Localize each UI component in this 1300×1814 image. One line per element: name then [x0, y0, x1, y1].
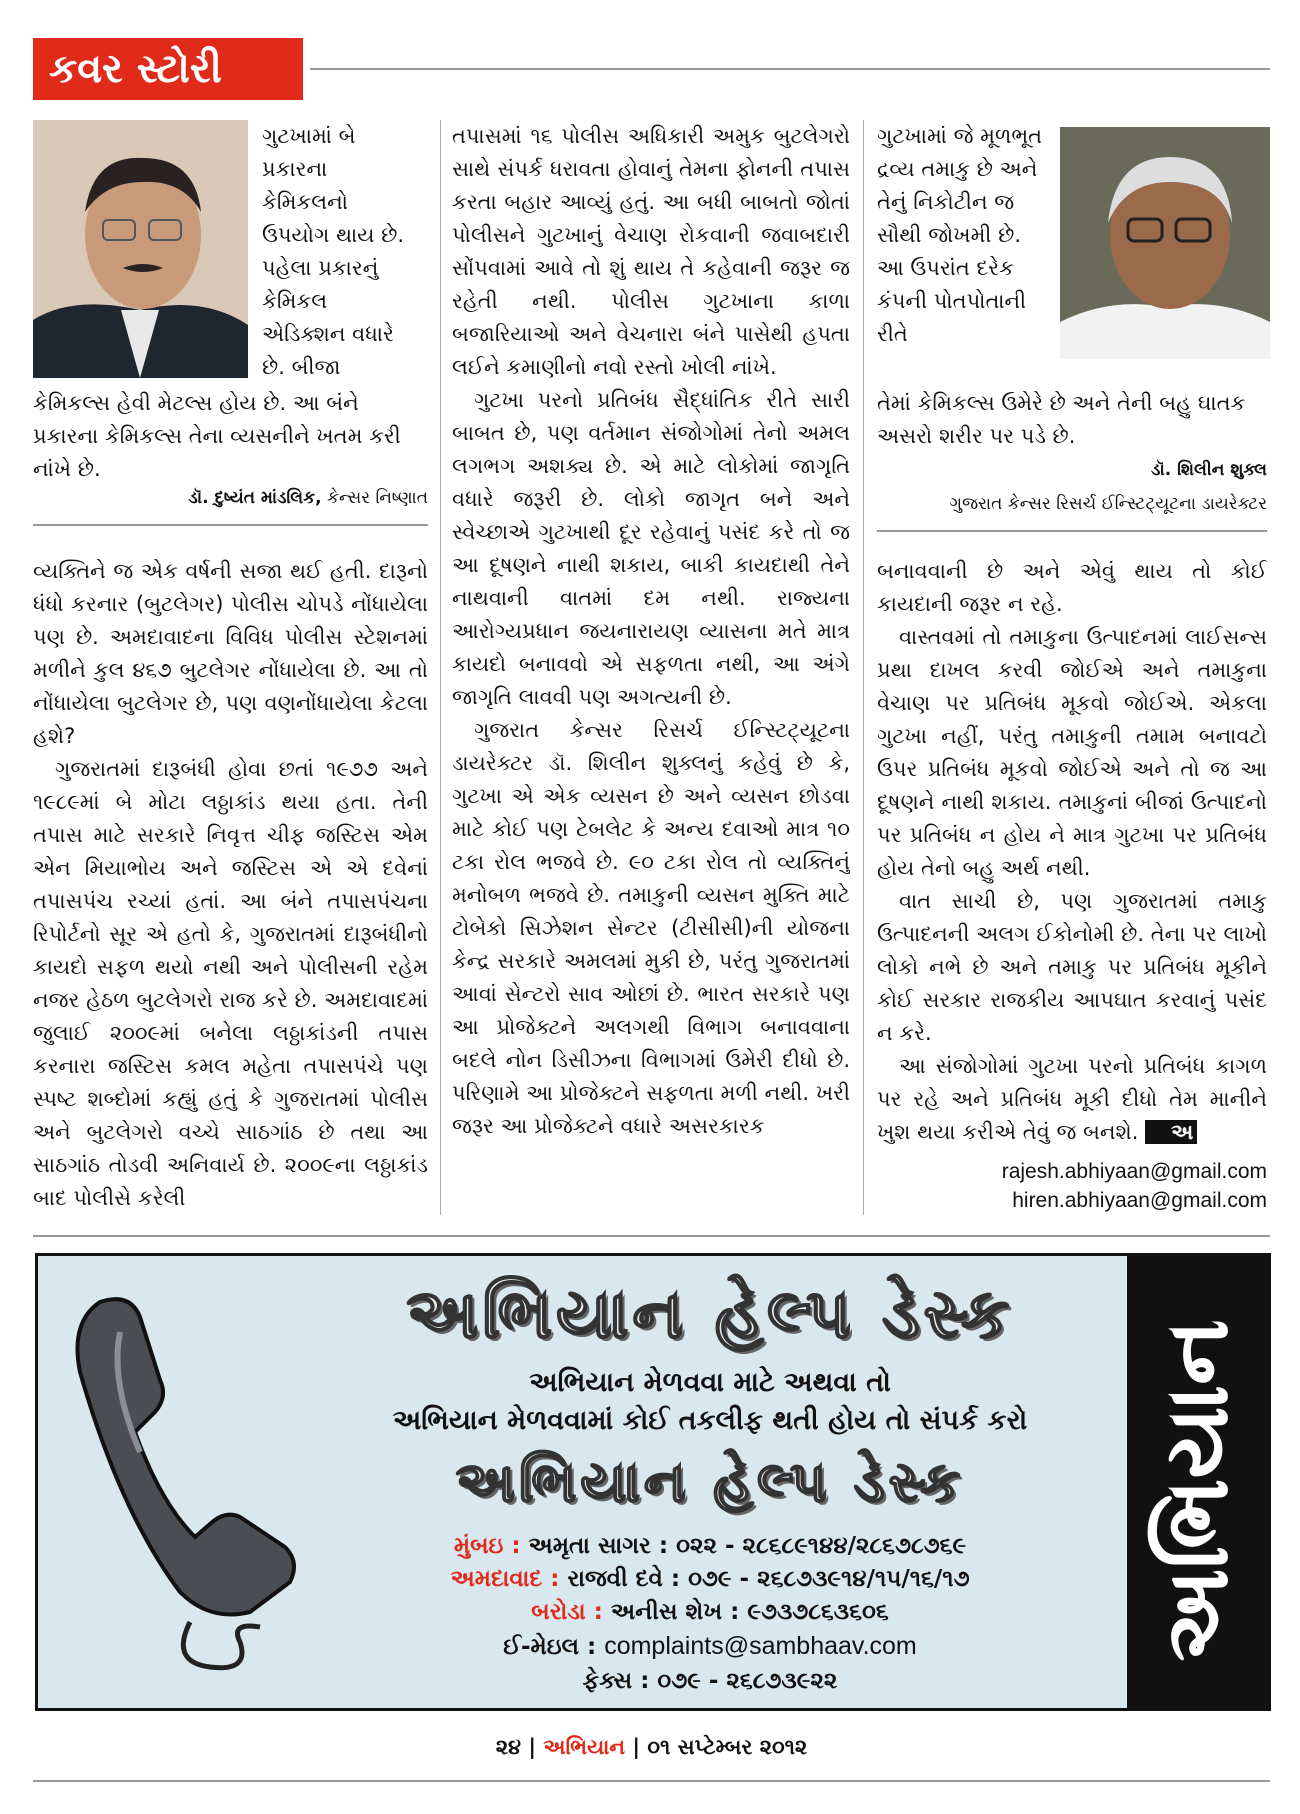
- right-paragraph-4-text: આ સંજોગોમાં ગુટખા પરનો પ્રતિબંધ કાગળ પર રહે અને પ્રતિબંધ મૂકી દીધો તેમ માનીને ખુશ થયા કરીએ તેવું જ બનશે.: [877, 1054, 1267, 1144]
- right-paragraph-4: [877, 1050, 1267, 1149]
- left-paragraph-2: ગુજરાતમાં દારૂબંધી હોવા છતાં ૧૯૭૭ અને ૧૯૮૯માં બે મોટા લઠ્ઠાકાંડ થયા હતા. તેની તપાસ માટે સરકારે નિવૃત્ત ચીફ જસ્ટિસ એમ એન મિયાભોય અને જસ્ટિસ એ એ દવેનાં તપાસપંચ રચ્યાં હતાં. આ બંને તપાસપંચના રિપોર્ટનો સૂર એ હતો કે, ગુજરાતમાં દારૂબંધીનો કાયદો સફળ થયો નથી અને પોલીસની રહેમ નજર હેઠળ બુટલેગરો રાજ કરે છે. અમદાવાદમાં જુલાઈ ૨૦૦૯માં બનેલા લઠ્ઠાકાંડની તપાસ કરનારા જસ્ટિસ કમલ મહેતા તપાસપંચે પણ સ્પષ્ટ શબ્દોમાં કહ્યું હતું કે ગુજરાતમાં પોલીસ અને બુટલેગરો વચ્ચે સાઠગાંઠ છે તથા આ સાઠગાંઠ તોડવી અનિવાર્ય છે. ૨૦૦૯ના લઠ્ઠાકાંડ બાદ પોલીસે કરેલી: [33, 757, 428, 1210]
- ad-subtitle: અભિયાન હેલ્પ ડેસ્ક: [455, 1450, 965, 1515]
- ad-line-2: અભિયાન મેળવવામાં કોઈ તકલીફ થતી હોય તો સંપર્ક કરો: [392, 1405, 1028, 1436]
- column-rule-2: [863, 120, 864, 1215]
- photo-dushyant-mandalik: [33, 120, 248, 378]
- quote-right-side: ગુટખામાં જે મૂળભૂત દ્રવ્ય તમાકુ છે અને તેનું નિકોટીન જ સૌથી જોખમી છે. આ ઉપરાંત દરેક કંપની પોતપોતાની રીતે: [877, 124, 1043, 346]
- left-paragraph-1: વ્યક્તિને જ એક વર્ષની સજા થઈ હતી. દારૂનો ધંધો કરનાર (બુટલેગર) પોલીસ ચોપડે નોંધાયેલા પણ છે. અમદાવાદના વિવિધ પોલીસ સ્ટેશનમાં મળીને કુલ ૪૬૭ બુટલેગર નોંધાયેલા છે. આ તો નોંધાયેલા બુટલેગર છે, પણ વણનોંધાયેલા કેટલા હશે?: [33, 559, 428, 748]
- section-tag: કવર સ્ટોરી: [33, 38, 303, 100]
- middle-paragraph-1: તપાસમાં ૧૬ પોલીસ અધિકારી અમુક બુટલેગરો સાથે સંપર્ક ધરાવતા હોવાનું તેમના ફોનની તપાસ કરતા બહાર આવ્યું હતું. આ બધી બાબતો જોતાં પોલીસને ગુટખાનું વેચાણ રોકવાની જવાબદારી સોંપવામાં આવે તો શું થાય તે કહેવાની જરૂર જ રહેતી નથી. પોલીસ ગુટખાના કાળા બજારિયાઓ અને વેચનારા બંને પાસેથી હપતા લઈને કમાણીનો નવો રસ્તો ખોલી નાંખે.: [452, 124, 850, 379]
- contact-detail: અનીસ શેખ : ૯૭૩૭૮૬૩૬૦૬: [610, 1599, 889, 1625]
- side-logo-text: અભિયાન: [1144, 1319, 1248, 1662]
- quote-right-full: તેમાં કેમિકલ્સ ઉમેરે છે અને તેની બહુ ઘાતક અસરો શરીર પર પડે છે.: [877, 391, 1246, 448]
- column-rule-1: [440, 120, 441, 1215]
- email-label: ઈ-મેઇલ :: [503, 1634, 597, 1660]
- email-hiren[interactable]: hiren.abhiyaan@gmail.com: [1012, 1189, 1267, 1212]
- ad-side-logo: [1127, 1253, 1268, 1711]
- page-number: ૨૪: [495, 1735, 522, 1759]
- footer-separator: |: [528, 1735, 537, 1759]
- sign-name-left: ડૉ. દુષ્યંત માંડલિક,: [188, 488, 322, 508]
- photo-shilin-shukla: [1060, 127, 1270, 359]
- contact-detail: રાજવી દવે : ૦૭૯ - ૨૬૮૭૩૯૧૪/૧૫/૧૬/૧૭: [567, 1566, 970, 1592]
- end-mark-icon: અ: [1145, 1120, 1197, 1144]
- city-label: મુંબઇ :: [453, 1533, 521, 1559]
- middle-paragraph-3: ગુજરાત કેન્સર રિસર્ચ ઈન્સ્ટિટ્યૂટના ડાયરેક્ટર ડૉ. શિલીન શુક્લનું કહેવું છે કે, ગુટખા એ એક વ્યસન છે અને વ્યસન છોડવા માટે કોઈ પણ ટેબલેટ કે અન્ય દવાઓ માત્ર ૧૦ ટકા રોલ ભજવે છે. ૯૦ ટકા રોલ તો વ્યક્તિનું મનોબળ ભજવે છે. તમાકુની વ્યસન મુક્તિ માટે ટોબેકો સિઝેશન સેન્ટર (ટીસીસી)ની યોજના કેન્દ્ર સરકારે અમલમાં મુકી છે, પરંતુ ગુજરાતમાં આવાં સેન્ટરો સાવ ઓછાં છે. ભારત સરકારે પણ આ પ્રોજેક્ટને અલગથી વિભાગ બનાવવાના બદલે નોન ડિસીઝના વિભાગમાં ઉમેરી દીધો છે. પરિણામે આ પ્રોજેક્ટને સફળતા મળી નથી. ખરી જરૂર આ પ્રોજેક્ટને વધારે અસરકારક: [452, 718, 850, 1138]
- contact-baroda: [330, 1599, 1090, 1625]
- email-rajesh[interactable]: rajesh.abhiyaan@gmail.com: [1001, 1160, 1267, 1183]
- right-column-article: [877, 555, 1267, 1155]
- quote-left-full: કેમિકલ્સ હેવી મેટલ્સ હોય છે. આ બંને પ્રકારના કેમિકલ્સ તેના વ્યસનીને ખતમ કરી નાંખે છે.: [33, 391, 401, 481]
- signature-left: [33, 488, 428, 508]
- footer-magazine: અભિયાન: [543, 1735, 626, 1759]
- contact-detail: અમૃતા સાગર : ૦૨૨ - ૨૮૬૮૯૧૪૪/૨૮૬૭૮૭૬૯: [528, 1533, 967, 1559]
- header-rule: [310, 68, 1270, 70]
- page-footer: [33, 1735, 1270, 1760]
- divider-left: [33, 524, 428, 526]
- ad-title: અભિયાન હેલ્પ ડેસ્ક: [406, 1275, 1014, 1354]
- ad-top-rule: [33, 1235, 1270, 1237]
- contact-mumbai: [330, 1533, 1090, 1559]
- footer-rule: [33, 1780, 1270, 1782]
- contact-ahmedabad: [330, 1566, 1090, 1592]
- footer-date: ૦૧ સપ્ટેમ્બર ૨૦૧૨: [647, 1735, 808, 1759]
- sign-role-left: કેન્સર નિષ્ણાત: [326, 488, 428, 508]
- email-value[interactable]: complaints@sambhaav.com: [604, 1632, 917, 1660]
- left-column-article: [33, 555, 428, 1220]
- divider-right: [877, 530, 1267, 532]
- middle-paragraph-2: ગુટખા પરનો પ્રતિબંધ સૈદ્ધાંતિક રીતે સારી બાબત છે, પણ વર્તમાન સંજોગોમાં તેનો અમલ લગભગ અશક્ય છે. એ માટે લોકોમાં જાગૃતિ વધારે જરૂરી છે. લોકો જાગૃત બને અને સ્વેચ્છાએ ગુટખાથી દૂર રહેવાનું પસંદ કરે તો જ આ દૂષણને નાથી શકાય, બાકી કાયદાથી તેને નાથવાની વાતમાં દમ નથી. રાજ્યના આરોગ્યપ્રધાન જયનારાયણ વ્યાસના મતે માત્ર કાયદો બનાવવો એ સફળતા નથી, આ અંગે જાગૃતિ લાવવી પણ અગત્યની છે.: [452, 388, 850, 709]
- contact-email: [330, 1632, 1090, 1661]
- telephone-icon: [60, 1262, 310, 1682]
- right-paragraph-1: બનાવવાની છે અને એવું થાય તો કોઈ કાયદાની જરૂર ન રહે.: [877, 559, 1267, 616]
- city-label: અમદાવાદ :: [450, 1566, 560, 1592]
- middle-column: [452, 120, 850, 1220]
- contact-fax: ફેક્સ : ૦૭૯ - ૨૬૮૭૩૯૨૨: [582, 1668, 838, 1694]
- sign-role-right: ગુજરાત કેન્સર રિસર્ચ ઈન્સ્ટિટ્યૂટના ડાયરેક્ટર: [949, 494, 1267, 514]
- sign-name-right: ડૉ. શિલીન શુક્લ: [1150, 460, 1267, 480]
- ad-line-1: અભિયાન મેળવવા માટે અથવા તો: [529, 1367, 891, 1398]
- city-label: બરોડા :: [531, 1599, 603, 1625]
- quote-left-side: ગુટખામાં બે પ્રકારના કેમિકલનો ઉપયોગ થાય છે. પહેલા પ્રકારનું કેમિકલ એડિક્શન વધારે છે. બીજા: [262, 124, 404, 379]
- right-paragraph-2: વાસ્તવમાં તો તમાકુના ઉત્પાદનમાં લાઈસન્સ પ્રથા દાખલ કરવી જોઈએ અને તમાકુના વેચાણ પર પ્રતિબંધ મૂકવો જોઈએ. એકલા ગુટખા નહીં, પરંતુ તમાકુની તમામ બનાવટો ઉપર પ્રતિબંધ મૂકવો જોઈએ અને તો જ આ દૂષણને નાથી શકાય. તમાકુનાં બીજાં ઉત્પાદનો પર પ્રતિબંધ ન હોય ને માત્ર ગુટખા પર પ્રતિબંધ હોય તેનો બહુ અર્થ નથી.: [877, 625, 1267, 880]
- footer-separator: |: [632, 1735, 641, 1759]
- right-paragraph-3: વાત સાચી છે, પણ ગુજરાતમાં તમાકુ ઉત્પાદનની અલગ ઈકોનોમી છે. તેના પર લાખો લોકો નભે છે અને તમાકુ પર પ્રતિબંધ મૂકીને કોઈ સરકાર રાજકીય આપઘાત કરવાનું પસંદ ન કરે.: [877, 889, 1267, 1045]
